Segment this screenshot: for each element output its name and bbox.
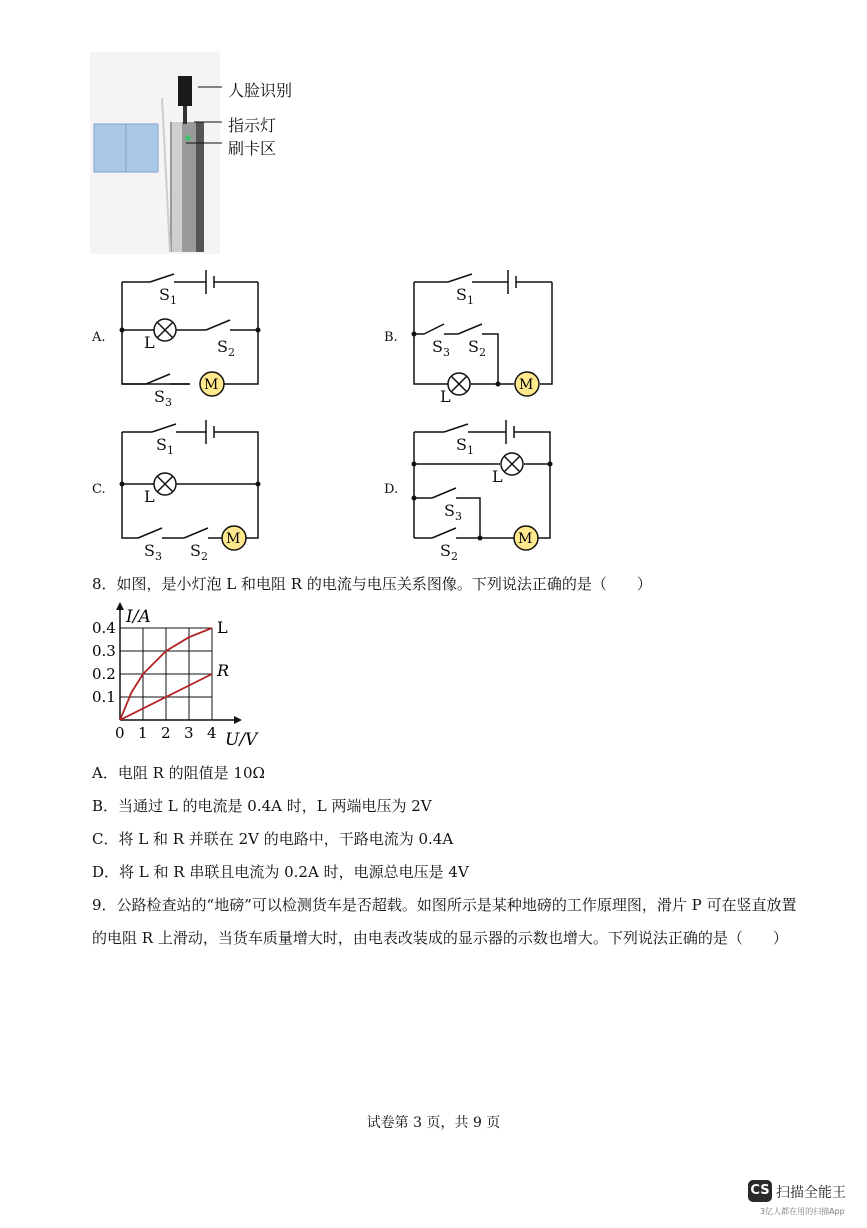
q8-option-c: C．将 L 和 R 并联在 2V 的电路中，干路电流为 0.4A — [92, 830, 454, 848]
series-label-L: L — [217, 618, 228, 637]
lamp-label: L — [440, 387, 451, 406]
option-a-label: A. — [92, 330, 106, 345]
switch-s1-label: $S_1$ — [456, 435, 474, 457]
chart-series — [120, 618, 229, 720]
label-card-area: 刷卡区 — [228, 139, 277, 158]
q8-option-a: A．电阻 R 的阻值是 10Ω — [92, 764, 265, 782]
iv-chart — [86, 602, 266, 752]
switch-s2-label: $S_2$ — [440, 541, 458, 563]
y-tick-label: 0.3 — [92, 642, 116, 660]
y-axis-arrow — [116, 602, 124, 610]
circuit-c — [110, 416, 270, 566]
x-tick-label: 4 — [207, 724, 217, 742]
lamp-label: L — [144, 333, 155, 352]
circuit-d — [402, 416, 562, 566]
option-c-label: C. — [92, 482, 106, 497]
option-b-label: B. — [384, 330, 398, 345]
circuit-b — [402, 262, 562, 412]
series-label-R: R — [217, 661, 230, 680]
camscanner-brand: 扫描全能王 — [776, 1185, 846, 1201]
x-tick-label: 1 — [138, 724, 148, 742]
q9-line2: 的电阻 R 上滑动，当货车质量增大时，由电表改装成的显示器的示数也增大。下列说法正确的是（ ） — [92, 929, 788, 947]
switch-s3-label: $S_3$ — [144, 541, 162, 563]
label-indicator-light: 指示灯 — [228, 116, 277, 135]
motor-label: M — [226, 531, 241, 547]
lamp-label: L — [144, 487, 155, 506]
lamp-label: L — [492, 467, 503, 486]
x-axis-label: U/V — [225, 730, 258, 750]
q8-option-b: B．当通过 L 的电流是 0.4A 时，L 两端电压为 2V — [92, 797, 432, 815]
q9-line1: 9．公路检查站的“地磅”可以检测货车是否超载。如图所示是某种地磅的工作原理图，滑片 P 可在竖直放置 — [92, 896, 797, 914]
switch-s2-label: $S_2$ — [468, 337, 486, 359]
switch-s3-label: $S_3$ — [444, 501, 462, 523]
camscanner-tagline: 3亿人都在用的扫描App — [760, 1207, 845, 1216]
chart-grid — [120, 628, 212, 720]
y-axis-label: I/A — [126, 607, 151, 627]
label-face-recognition: 人脸识别 — [228, 81, 293, 100]
switch-s1-label: $S_1$ — [159, 285, 177, 307]
q8-stem: 8．如图，是小灯泡 L 和电阻 R 的电流与电压关系图像。下列说法正确的是（ ） — [92, 575, 652, 593]
motor-label: M — [518, 531, 533, 547]
q8-option-d: D．将 L 和 R 串联且电流为 0.2A 时，电源总电压是 4V — [92, 863, 469, 881]
camscanner-logo-icon: CS — [748, 1180, 772, 1202]
switch-s1-label: $S_1$ — [456, 285, 474, 307]
x-tick-label: 2 — [161, 724, 171, 742]
y-tick-label: 0.1 — [92, 688, 116, 706]
page-footer: 试卷第 3 页，共 9 页 — [366, 1115, 501, 1131]
option-d-label: D. — [384, 482, 399, 497]
y-tick-label: 0.4 — [92, 619, 116, 637]
switch-s1-label: $S_1$ — [156, 435, 174, 457]
x-axis-arrow — [234, 716, 242, 724]
lamp-icon — [448, 373, 470, 395]
y-tick-label: 0.2 — [92, 665, 116, 683]
lamp-icon — [501, 453, 523, 475]
motor-label: M — [519, 377, 534, 393]
switch-s2-label: $S_2$ — [190, 541, 208, 563]
circuit-a-labels — [110, 262, 270, 412]
lamp-icon — [154, 473, 176, 495]
switch-s3-label: $S_3$ — [154, 387, 172, 409]
switch-s3-label: $S_3$ — [432, 337, 450, 359]
x-tick-label: 3 — [184, 724, 194, 742]
x-tick-label: 0 — [115, 724, 125, 742]
switch-s2-label: $S_2$ — [217, 337, 235, 359]
motor-label: M — [204, 377, 219, 393]
